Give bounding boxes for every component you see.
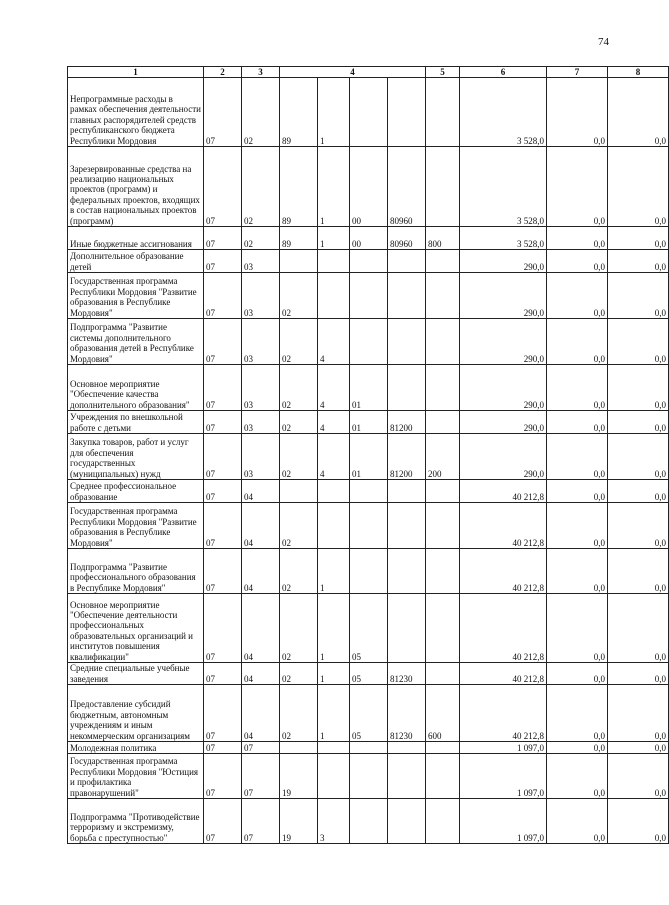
row-expense-type (426, 273, 460, 319)
header-col-8: 8 (608, 67, 669, 78)
row-amount-7: 0,0 (547, 227, 608, 250)
row-section: 07 (204, 365, 242, 411)
table-row (68, 411, 669, 434)
row-amount-8: 0,0 (608, 503, 669, 549)
row-subprogram: 1 (318, 685, 350, 742)
row-subprogram: 4 (318, 365, 350, 411)
row-amount-7: 0,0 (547, 147, 608, 227)
row-subsection: 04 (242, 594, 280, 663)
table-row (68, 799, 669, 844)
row-subsection: 04 (242, 549, 280, 594)
row-amount-7: 0,0 (547, 319, 608, 365)
table-row (68, 754, 669, 799)
row-subsection: 02 (242, 227, 280, 250)
row-subprogram (318, 754, 350, 799)
row-amount-6: 40 212,8 (460, 594, 547, 663)
row-amount-7: 0,0 (547, 594, 608, 663)
row-amount-8: 0,0 (608, 227, 669, 250)
header-col-1: 1 (68, 67, 204, 78)
row-program: 02 (280, 503, 318, 549)
row-section: 07 (204, 273, 242, 319)
row-expense-type (426, 319, 460, 365)
row-expense-type (426, 503, 460, 549)
row-direction (388, 273, 426, 319)
row-direction (388, 365, 426, 411)
row-event: 05 (350, 685, 388, 742)
row-subsection: 03 (242, 250, 280, 273)
row-program: 19 (280, 754, 318, 799)
row-event (350, 754, 388, 799)
row-direction (388, 78, 426, 147)
row-subprogram: 1 (318, 663, 350, 685)
row-amount-8: 0,0 (608, 685, 669, 742)
row-direction (388, 480, 426, 503)
row-amount-8: 0,0 (608, 754, 669, 799)
row-event (350, 480, 388, 503)
row-name: Подпрограмма "Развитие системы дополнительного образования детей в Республике Мордовия" (68, 319, 204, 365)
row-section: 07 (204, 434, 242, 480)
table-row (68, 685, 669, 742)
row-amount-6: 290,0 (460, 365, 547, 411)
row-section: 07 (204, 663, 242, 685)
row-subprogram: 1 (318, 78, 350, 147)
row-amount-8: 0,0 (608, 250, 669, 273)
row-subprogram (318, 742, 350, 754)
row-subsection: 04 (242, 503, 280, 549)
row-event (350, 799, 388, 844)
row-section: 07 (204, 227, 242, 250)
row-event: 01 (350, 365, 388, 411)
row-name: Подпрограмма "Противодействие терроризму и экстремизму, борьба с преступностью" (68, 799, 204, 844)
row-name: Молодежная политика (68, 742, 204, 754)
row-expense-type (426, 411, 460, 434)
row-amount-6: 290,0 (460, 250, 547, 273)
row-program: 89 (280, 78, 318, 147)
row-name: Средние специальные учебные заведения (68, 663, 204, 685)
row-subsection: 04 (242, 685, 280, 742)
row-amount-7: 0,0 (547, 480, 608, 503)
row-amount-7: 0,0 (547, 250, 608, 273)
header-col-6: 6 (460, 67, 547, 78)
row-amount-6: 290,0 (460, 273, 547, 319)
header-col-2: 2 (204, 67, 242, 78)
row-subprogram: 1 (318, 549, 350, 594)
row-amount-8: 0,0 (608, 365, 669, 411)
row-amount-8: 0,0 (608, 663, 669, 685)
row-subsection: 03 (242, 273, 280, 319)
row-subsection: 04 (242, 663, 280, 685)
table-row (68, 319, 669, 365)
row-expense-type (426, 663, 460, 685)
row-amount-7: 0,0 (547, 549, 608, 594)
row-amount-6: 1 097,0 (460, 742, 547, 754)
table-row (68, 742, 669, 754)
row-name: Иные бюджетные ассигнования (68, 227, 204, 250)
row-expense-type: 600 (426, 685, 460, 742)
row-amount-8: 0,0 (608, 742, 669, 754)
header-col-3: 3 (242, 67, 280, 78)
row-amount-7: 0,0 (547, 799, 608, 844)
row-subprogram: 1 (318, 147, 350, 227)
row-event (350, 78, 388, 147)
row-subsection: 03 (242, 411, 280, 434)
row-amount-6: 40 212,8 (460, 663, 547, 685)
row-name: Государственная программа Республики Мордовия "Развитие образования в Республике Мордовия" (68, 503, 204, 549)
row-event (350, 742, 388, 754)
row-program: 02 (280, 365, 318, 411)
row-program: 02 (280, 319, 318, 365)
row-section: 07 (204, 685, 242, 742)
row-amount-8: 0,0 (608, 78, 669, 147)
row-subsection: 04 (242, 480, 280, 503)
row-amount-7: 0,0 (547, 434, 608, 480)
row-expense-type (426, 549, 460, 594)
row-section: 07 (204, 319, 242, 365)
row-subsection: 03 (242, 434, 280, 480)
row-amount-6: 3 528,0 (460, 227, 547, 250)
row-subprogram: 4 (318, 411, 350, 434)
table-body (68, 78, 669, 844)
row-amount-6: 40 212,8 (460, 480, 547, 503)
row-amount-8: 0,0 (608, 799, 669, 844)
row-direction (388, 319, 426, 365)
row-amount-6: 1 097,0 (460, 754, 547, 799)
row-section: 07 (204, 480, 242, 503)
row-event: 01 (350, 434, 388, 480)
row-subsection: 07 (242, 742, 280, 754)
row-program: 02 (280, 434, 318, 480)
row-amount-7: 0,0 (547, 503, 608, 549)
row-section: 07 (204, 78, 242, 147)
row-name: Государственная программа Республики Мордовия "Развитие образования в Республике Мордовия" (68, 273, 204, 319)
table-row (68, 365, 669, 411)
row-direction (388, 799, 426, 844)
row-subprogram (318, 503, 350, 549)
row-amount-6: 290,0 (460, 411, 547, 434)
row-direction (388, 754, 426, 799)
row-amount-7: 0,0 (547, 685, 608, 742)
row-subprogram (318, 480, 350, 503)
row-direction (388, 549, 426, 594)
table-row (68, 78, 669, 147)
row-subprogram: 3 (318, 799, 350, 844)
row-program: 02 (280, 663, 318, 685)
row-section: 07 (204, 147, 242, 227)
row-direction (388, 742, 426, 754)
row-name: Подпрограмма "Развитие профессионального образования в Республике Мордовия" (68, 549, 204, 594)
row-name: Основное мероприятие "Обеспечение деятельности профессиональных образовательных организаций и институтов повышения квалификации" (68, 594, 204, 663)
row-name: Предоставление субсидий бюджетным, автономным учреждениям и иным некоммерческим организациям (68, 685, 204, 742)
row-name: Государственная программа Республики Мордовия "Юстиция и профилактика правонарушений" (68, 754, 204, 799)
row-program: 19 (280, 799, 318, 844)
row-direction: 81200 (388, 411, 426, 434)
row-program: 02 (280, 549, 318, 594)
row-direction: 81230 (388, 685, 426, 742)
row-amount-7: 0,0 (547, 742, 608, 754)
row-direction: 80960 (388, 147, 426, 227)
row-event: 00 (350, 227, 388, 250)
row-amount-7: 0,0 (547, 78, 608, 147)
row-expense-type (426, 594, 460, 663)
budget-table (67, 66, 669, 844)
row-event (350, 273, 388, 319)
row-expense-type (426, 480, 460, 503)
table-row (68, 250, 669, 273)
row-direction: 80960 (388, 227, 426, 250)
row-program (280, 480, 318, 503)
row-amount-8: 0,0 (608, 594, 669, 663)
row-subprogram: 1 (318, 594, 350, 663)
row-subprogram: 1 (318, 227, 350, 250)
row-amount-8: 0,0 (608, 319, 669, 365)
row-expense-type: 800 (426, 227, 460, 250)
row-section: 07 (204, 250, 242, 273)
row-amount-8: 0,0 (608, 480, 669, 503)
row-subsection: 02 (242, 147, 280, 227)
row-subprogram: 4 (318, 319, 350, 365)
row-amount-8: 0,0 (608, 273, 669, 319)
row-name: Непрограммные расходы в рамках обеспечения деятельности главных распорядителей средств республиканского бюджета Республики Мордовия (68, 78, 204, 147)
row-program: 02 (280, 273, 318, 319)
row-expense-type (426, 250, 460, 273)
row-amount-7: 0,0 (547, 365, 608, 411)
row-direction: 81200 (388, 434, 426, 480)
row-direction: 81230 (388, 663, 426, 685)
row-event: 05 (350, 594, 388, 663)
row-expense-type (426, 742, 460, 754)
row-amount-6: 3 528,0 (460, 78, 547, 147)
row-expense-type (426, 365, 460, 411)
row-event (350, 319, 388, 365)
row-amount-8: 0,0 (608, 434, 669, 480)
row-amount-8: 0,0 (608, 549, 669, 594)
row-amount-6: 40 212,8 (460, 503, 547, 549)
page-number: 74 (598, 36, 609, 48)
row-section: 07 (204, 799, 242, 844)
row-event: 05 (350, 663, 388, 685)
row-section: 07 (204, 411, 242, 434)
header-row (68, 67, 669, 78)
row-section: 07 (204, 594, 242, 663)
row-amount-6: 3 528,0 (460, 147, 547, 227)
row-expense-type (426, 147, 460, 227)
table-row (68, 480, 669, 503)
row-name: Закупка товаров, работ и услуг для обеспечения государственных (муниципальных) нужд (68, 434, 204, 480)
row-expense-type (426, 78, 460, 147)
row-subsection: 02 (242, 78, 280, 147)
row-event (350, 503, 388, 549)
header-col-7: 7 (547, 67, 608, 78)
row-amount-8: 0,0 (608, 147, 669, 227)
header-col-4: 4 (280, 67, 426, 78)
row-name: Среднее профессиональное образование (68, 480, 204, 503)
table-row (68, 663, 669, 685)
row-subsection: 03 (242, 365, 280, 411)
row-event (350, 549, 388, 594)
row-amount-6: 40 212,8 (460, 549, 547, 594)
row-subsection: 07 (242, 799, 280, 844)
row-program: 89 (280, 147, 318, 227)
row-section: 07 (204, 503, 242, 549)
row-expense-type: 200 (426, 434, 460, 480)
row-program: 89 (280, 227, 318, 250)
row-direction (388, 250, 426, 273)
row-expense-type (426, 754, 460, 799)
row-amount-6: 1 097,0 (460, 799, 547, 844)
table-row (68, 503, 669, 549)
row-section: 07 (204, 549, 242, 594)
row-subprogram (318, 273, 350, 319)
row-program (280, 742, 318, 754)
row-amount-7: 0,0 (547, 663, 608, 685)
row-direction (388, 503, 426, 549)
table-row (68, 549, 669, 594)
row-amount-6: 290,0 (460, 434, 547, 480)
row-name: Зарезервированные средства на реализацию национальных проектов (программ) и федеральных проектов, входящих в состав национальных проектов (программ) (68, 147, 204, 227)
row-direction (388, 594, 426, 663)
row-name: Учреждения по внешкольной работе с детьми (68, 411, 204, 434)
table-row (68, 594, 669, 663)
row-program (280, 250, 318, 273)
row-event: 01 (350, 411, 388, 434)
row-section: 07 (204, 754, 242, 799)
row-subprogram: 4 (318, 434, 350, 480)
row-subsection: 03 (242, 319, 280, 365)
row-expense-type (426, 799, 460, 844)
row-name: Основное мероприятие "Обеспечение качества дополнительного образования" (68, 365, 204, 411)
row-amount-7: 0,0 (547, 273, 608, 319)
table-row (68, 147, 669, 227)
header-col-5: 5 (426, 67, 460, 78)
row-amount-6: 290,0 (460, 319, 547, 365)
row-program: 02 (280, 685, 318, 742)
row-subprogram (318, 250, 350, 273)
table-row (68, 273, 669, 319)
row-program: 02 (280, 411, 318, 434)
row-amount-8: 0,0 (608, 411, 669, 434)
row-program: 02 (280, 594, 318, 663)
row-amount-7: 0,0 (547, 754, 608, 799)
table-row (68, 434, 669, 480)
row-amount-7: 0,0 (547, 411, 608, 434)
row-event (350, 250, 388, 273)
table-row (68, 227, 669, 250)
row-amount-6: 40 212,8 (460, 685, 547, 742)
row-event: 00 (350, 147, 388, 227)
row-name: Дополнительное образование детей (68, 250, 204, 273)
row-section: 07 (204, 742, 242, 754)
row-subsection: 07 (242, 754, 280, 799)
table-header (68, 67, 669, 78)
